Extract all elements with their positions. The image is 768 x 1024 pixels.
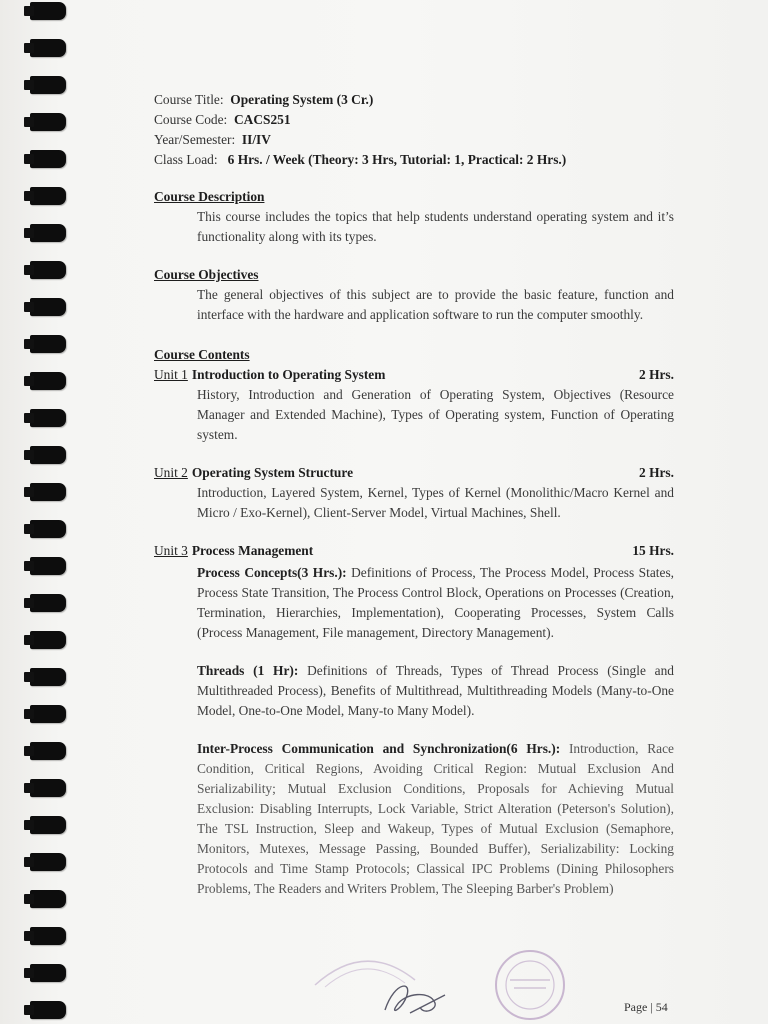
threads-text: Definitions of Threads, Types of Thread Process (Single and Multithreaded Process), Benefits of Multithread, Multithreading Models (Many-to-One Model, One-to-One Model, Many-to Many Model). [197, 663, 674, 718]
class-load-line [154, 150, 674, 170]
unit-2-number: Unit 2 [154, 465, 188, 480]
official-stamp [470, 940, 590, 1020]
binding-ring [30, 853, 66, 871]
syllabus-content [154, 90, 674, 899]
binding-ring [30, 261, 66, 279]
binding-ring [30, 1001, 66, 1019]
binding-ring [30, 520, 66, 538]
binding-ring [30, 705, 66, 723]
year-semester-value: II/IV [241, 132, 271, 147]
ipc-text: Introduction, Race Condition, Critical Regions, Avoiding Critical Region: Mutual Exclusion And Serializability; Mutual Exclusion Conditions, Proposals for Achieving Mutual Exclusion: Disabling Interrupts, Lock Variable, Strict Alteration (Peterson's Solution), The TSL Instruction, Sleep and Wakeup, Types of Mutual Exclusion (Semaphore, Monitors, Mutexes, Message Passing, Bounded Buffer), Serializability: Locking Protocols and Time Stamp Protocols; Classical IPC Problems (Dining Philosophers Problems, The Readers and Writers Problem, The Sleeping Barber's Problem) [197, 741, 674, 896]
spiral-binding [0, 0, 70, 1024]
unit-2-header [154, 463, 674, 483]
binding-ring [30, 890, 66, 908]
unit-1-header [154, 365, 674, 385]
binding-ring [30, 483, 66, 501]
page-number: Page | 54 [624, 1000, 668, 1014]
unit-2-text: Introduction, Layered System, Kernel, Types of Kernel (Monolithic/Macro Kernel and Micro / Exo-Kernel), Client-Server Model, Virtual Machines, Shell. [197, 485, 674, 520]
course-code-value: CACS251 [233, 112, 291, 127]
course-contents-heading: Course Contents [154, 347, 250, 362]
process-concepts-section [197, 563, 674, 643]
threads-title: Threads (1 Hr): [197, 663, 299, 678]
course-title-line [154, 90, 674, 110]
unit-2-title: Operating System Structure [191, 465, 354, 480]
binding-ring [30, 298, 66, 316]
unit-2-hours: 2 Hrs. [639, 465, 674, 480]
binding-ring [30, 2, 66, 20]
class-load-label: Class Load: [154, 152, 218, 167]
binding-ring [30, 779, 66, 797]
unit-1-title: Introduction to Operating System [191, 367, 386, 382]
unit-3-hours: 15 Hrs. [632, 543, 674, 558]
process-concepts-text: Definitions of Process, The Process Model, Process States, Process State Transition, The Process Control Block, Operations on Processes (Creation, Termination, Hierarchies, Implementation), Cooperating Processes, System Calls (Process Management, File management, Directory Management). [197, 565, 675, 640]
binding-ring [30, 224, 66, 242]
course-description-text: This course includes the topics that help students understand operating system and it’s functionality along with its types. [197, 209, 674, 244]
unit-2 [154, 463, 674, 523]
unit-1-number: Unit 1 [154, 367, 188, 382]
binding-ring [30, 113, 66, 131]
binding-ring [30, 187, 66, 205]
unit-1-hours: 2 Hrs. [639, 367, 674, 382]
binding-ring [30, 742, 66, 760]
binding-ring [30, 557, 66, 575]
process-concepts-title: Process Concepts(3 Hrs.): [197, 565, 347, 580]
binding-ring [30, 631, 66, 649]
unit-3-header [154, 541, 674, 561]
binding-ring [30, 816, 66, 834]
binding-ring [30, 964, 66, 982]
binding-ring [30, 335, 66, 353]
course-description-heading: Course Description [154, 189, 265, 204]
binding-ring [30, 594, 66, 612]
handwritten-signature [375, 975, 455, 1020]
binding-ring [30, 150, 66, 168]
course-code-line [154, 110, 674, 130]
binding-ring [30, 76, 66, 94]
binding-ring [30, 927, 66, 945]
binding-ring [30, 372, 66, 390]
binding-ring [30, 39, 66, 57]
year-semester-line [154, 130, 674, 150]
course-objectives-heading: Course Objectives [154, 267, 259, 282]
course-title-value: Operating System (3 Cr.) [230, 92, 374, 107]
unit-1 [154, 365, 674, 445]
unit-3-title: Process Management [191, 543, 314, 558]
course-code-label: Course Code: [154, 112, 228, 127]
ipc-section [197, 739, 674, 899]
binding-ring [30, 446, 66, 464]
ipc-title: Inter-Process Communication and Synchronization(6 Hrs.): [197, 741, 561, 756]
class-load-value: 6 Hrs. / Week (Theory: 3 Hrs, Tutorial: 1, Practical: 2 Hrs.) [227, 152, 567, 167]
course-objectives-text: The general objectives of this subject are to provide the basic feature, function and interface with the hardware and application software to run the computer smoothly. [197, 287, 674, 322]
course-title-label: Course Title: [154, 92, 224, 107]
binding-ring [30, 668, 66, 686]
unit-3 [154, 541, 674, 899]
year-semester-label: Year/Semester: [154, 132, 236, 147]
unit-3-number: Unit 3 [154, 543, 188, 558]
threads-section [197, 661, 674, 721]
binding-ring [30, 409, 66, 427]
unit-1-text: History, Introduction and Generation of Operating System, Objectives (Resource Manager and Extended Machine), Types of Operating system, Function of Operating system. [197, 387, 674, 442]
